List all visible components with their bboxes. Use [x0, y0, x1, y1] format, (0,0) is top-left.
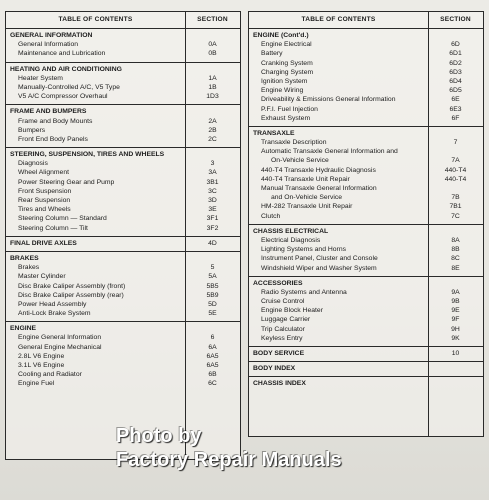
toc-entry: [249, 114, 483, 123]
section-title: CHASSIS ELECTRICAL: [253, 227, 329, 235]
entry-title: General Information: [18, 41, 79, 49]
entry-title: Bumpers: [18, 126, 46, 134]
toc-entry: [6, 379, 240, 388]
entry-title: Engine Wiring: [261, 87, 304, 95]
entry-section-code: 0B: [208, 50, 217, 58]
entry-title: P.F.I. Fuel Injection: [261, 105, 318, 113]
toc-section: [249, 377, 483, 391]
section-title: ENGINE (Cont'd.): [253, 32, 309, 39]
toc-left-body: [6, 29, 240, 392]
toc-entry: [249, 175, 483, 184]
contents-header: TABLE OF CONTENTS: [301, 16, 376, 23]
entry-title: Brakes: [18, 264, 40, 272]
toc-entry: [249, 297, 483, 306]
entry-section-code: 3F2: [206, 224, 219, 232]
toc-entry: [6, 263, 240, 272]
toc-entry: [6, 300, 240, 309]
entry-title: Front Suspension: [18, 187, 72, 195]
section-title-row: [6, 31, 240, 40]
entry-section-code: 7A: [451, 157, 460, 165]
section-title: FRAME AND BUMPERS: [10, 108, 87, 116]
toc-section: [6, 29, 240, 63]
watermark-line-2: Factory Repair Manuals: [116, 449, 342, 471]
entry-section-code: 6D: [451, 41, 460, 49]
entry-section-code: 6E: [451, 96, 460, 104]
toc-entry: [249, 59, 483, 68]
toc-entry: [6, 49, 240, 58]
section-title: FINAL DRIVE AXLES: [10, 239, 77, 247]
entry-section-code: 5E: [208, 310, 217, 318]
toc-entry: [249, 325, 483, 334]
entry-section-code: 6A5: [206, 352, 219, 360]
entry-title: Maintenance and Lubrication: [18, 50, 106, 58]
entry-section-code: 7B: [451, 194, 460, 202]
entry-title: Instrument Panel, Cluster and Console: [261, 255, 378, 263]
toc-right-body: [249, 29, 483, 392]
entry-title: Keyless Entry: [261, 334, 303, 342]
entry-title: Engine Electrical: [261, 41, 312, 49]
entry-section-code: 6: [210, 334, 215, 342]
entry-section-code: 8C: [451, 255, 460, 263]
entry-title: 2.8L V6 Engine: [18, 352, 65, 360]
entry-title: V5 A/C Compressor Overhaul: [18, 93, 108, 101]
toc-entry: [249, 184, 483, 193]
toc-entry: [6, 135, 240, 144]
entry-title: Front End Body Panels: [18, 135, 88, 143]
entry-section-code: 9K: [451, 334, 460, 342]
entry-section-code: 5B9: [206, 291, 219, 299]
watermark-line-1: Photo by: [116, 425, 202, 447]
entry-section-code: 6D3: [449, 68, 462, 76]
section-code: 4D: [208, 239, 217, 247]
entry-section-code: 3: [210, 160, 215, 168]
entry-section-code: 0A: [208, 41, 217, 49]
entry-title: Power Steering Gear and Pump: [18, 178, 115, 186]
entry-section-code: 5: [210, 264, 215, 272]
toc-entry: [6, 40, 240, 49]
entry-title: Exhaust System: [261, 114, 311, 122]
entry-section-code: 1B: [208, 83, 217, 91]
toc-entry: [6, 224, 240, 233]
entry-section-code: 3F1: [206, 215, 219, 223]
entry-title: HM-282 Transaxle Unit Repair: [261, 203, 353, 211]
entry-section-code: 6A5: [206, 362, 219, 369]
toc-table-right: [248, 11, 484, 437]
section-title: GENERAL INFORMATION: [10, 32, 93, 39]
entry-section-code: 5D: [208, 300, 217, 308]
toc-entry: [249, 254, 483, 263]
entry-title: Luggage Carrier: [261, 316, 311, 324]
entry-section-code: 7C: [451, 212, 460, 220]
entry-title: Battery: [261, 50, 283, 58]
toc-entry: [6, 187, 240, 196]
contents-header: TABLE OF CONTENTS: [58, 16, 133, 23]
entry-section-code: 9F: [451, 316, 460, 324]
section-title: ENGINE: [10, 325, 37, 333]
entry-title: Manually-Controlled A/C, V5 Type: [18, 83, 120, 91]
entry-section-code: 440-T4: [444, 175, 467, 183]
entry-title: On-Vehicle Service: [271, 157, 329, 165]
entry-title: Cruise Control: [261, 298, 305, 306]
entry-title: Cooling and Radiator: [18, 371, 82, 379]
entry-title: Radio Systems and Antenna: [261, 288, 347, 296]
toc-section: [249, 225, 483, 277]
entry-title: Driveability & Emissions General Information: [261, 96, 396, 104]
toc-entry: [249, 77, 483, 86]
section-title: BODY INDEX: [253, 365, 296, 373]
entry-section-code: 7B1: [449, 203, 462, 211]
entry-title: Manual Transaxle General Information: [261, 185, 377, 192]
entry-title: Engine Fuel: [18, 380, 55, 388]
entry-title: Trip Calculator: [261, 325, 305, 333]
entry-title: Charging System: [261, 68, 314, 76]
toc-entry: [6, 92, 240, 101]
entry-title: Transaxle Description: [261, 139, 327, 147]
toc-entry: [249, 212, 483, 221]
toc-section: [6, 237, 240, 252]
entry-title: Rear Suspension: [18, 197, 71, 204]
section-title-row: [249, 31, 483, 40]
toc-entry: [6, 196, 240, 205]
section-title-row: [6, 65, 240, 74]
toc-entry: [6, 370, 240, 379]
entry-section-code: 8E: [451, 264, 460, 272]
toc-entry: [249, 49, 483, 58]
entry-section-code: 3C: [208, 187, 217, 195]
section-title-row: [249, 129, 483, 138]
section-title-row: [6, 239, 240, 248]
entry-title: 440-T4 Transaxle Hydraulic Diagnosis: [261, 166, 376, 174]
toc-entry: [249, 147, 483, 156]
entry-section-code: 9E: [451, 307, 460, 315]
toc-section: [6, 105, 240, 148]
entry-title: Diagnosis: [18, 160, 48, 168]
section-header: SECTION: [197, 16, 228, 23]
entry-title: Wheel Alignment: [18, 169, 70, 177]
entry-title: General Engine Mechanical: [18, 343, 102, 351]
toc-section: [249, 347, 483, 362]
toc-entry: [249, 105, 483, 114]
toc-section: [249, 29, 483, 127]
toc-entry: [249, 138, 483, 147]
section-title-row: [6, 150, 240, 159]
entry-title: Engine General Information: [18, 334, 102, 342]
entry-section-code: 1A: [208, 74, 217, 82]
section-title: ACCESSORIES: [253, 279, 303, 287]
toc-entry: [6, 159, 240, 168]
entry-section-code: 6B: [208, 371, 217, 379]
entry-section-code: 6D5: [449, 87, 462, 95]
entry-title: 440-T4 Transaxle Unit Repair: [261, 175, 350, 183]
entry-title: Electrical Diagnosis: [261, 236, 321, 244]
toc-entry: [249, 86, 483, 95]
entry-title: 3.1L V6 Engine: [18, 362, 65, 369]
section-title: BRAKES: [10, 254, 39, 262]
toc-entry: [249, 68, 483, 77]
toc-section: [249, 277, 483, 347]
toc-entry: [6, 83, 240, 92]
toc-entry: [249, 193, 483, 202]
section-title-row: [6, 254, 240, 263]
toc-entry: [6, 205, 240, 214]
section-code: 10: [451, 350, 460, 357]
entry-section-code: 6C: [208, 380, 217, 388]
entry-section-code: 2C: [208, 135, 217, 143]
toc-entry: [6, 126, 240, 135]
entry-title: Tires and Wheels: [18, 206, 71, 214]
entry-section-code: 2B: [208, 126, 217, 134]
section-title: BODY SERVICE: [253, 350, 305, 357]
toc-entry: [249, 156, 483, 165]
toc-entry: [249, 245, 483, 254]
table-header: [249, 12, 483, 29]
toc-entry: [6, 361, 240, 370]
entry-title: Anti-Lock Brake System: [18, 310, 91, 318]
entry-section-code: 3B1: [206, 178, 219, 186]
toc-entry: [6, 343, 240, 352]
entry-section-code: 9B: [451, 298, 460, 306]
toc-section: [249, 127, 483, 225]
entry-title: Heater System: [18, 74, 63, 82]
toc-section: [6, 63, 240, 106]
toc-entry: [249, 95, 483, 104]
toc-entry: [6, 282, 240, 291]
entry-section-code: 6D1: [449, 50, 462, 58]
entry-section-code: 5A: [208, 273, 217, 281]
section-title: STEERING, SUSPENSION, TIRES AND WHEELS: [10, 151, 165, 159]
entry-section-code: 6F: [451, 114, 460, 122]
entry-section-code: 1D3: [206, 93, 219, 101]
toc-section: [6, 322, 240, 391]
entry-section-code: 440-T4: [444, 166, 467, 174]
entry-title: Lighting Systems and Horns: [261, 246, 347, 254]
section-title-row: [249, 364, 483, 373]
entry-section-code: 6D4: [449, 77, 462, 85]
toc-entry: [6, 178, 240, 187]
toc-entry: [6, 74, 240, 83]
entry-title: Power Head Assembly: [18, 300, 87, 308]
toc-section: [6, 148, 240, 237]
entry-section-code: 8A: [451, 236, 460, 244]
section-header: SECTION: [440, 16, 471, 23]
entry-section-code: 3D: [208, 197, 217, 204]
entry-section-code: 7: [453, 139, 458, 147]
entry-title: Automatic Transaxle General Information and: [261, 148, 398, 156]
entry-title: Engine Block Heater: [261, 307, 323, 315]
section-title-row: [249, 279, 483, 288]
section-title: TRANSAXLE: [253, 129, 295, 137]
toc-entry: [6, 272, 240, 281]
toc-entry: [249, 315, 483, 324]
toc-entry: [249, 288, 483, 297]
toc-entry: [249, 236, 483, 245]
toc-entry: [249, 166, 483, 175]
entry-section-code: 8B: [451, 246, 460, 254]
toc-entry: [6, 333, 240, 342]
toc-entry: [6, 117, 240, 126]
entry-title: and On-Vehicle Service: [271, 194, 343, 202]
section-title-row: [249, 349, 483, 358]
entry-title: Clutch: [261, 212, 281, 220]
toc-entry: [6, 291, 240, 300]
entry-title: Cranking System: [261, 59, 313, 67]
entry-section-code: 6A: [208, 343, 217, 351]
toc-entry: [6, 352, 240, 361]
entry-title: Ignition System: [261, 77, 308, 85]
section-title: CHASSIS INDEX: [253, 380, 306, 388]
toc-entry: [249, 306, 483, 315]
entry-section-code: 9A: [451, 288, 460, 296]
entry-title: Disc Brake Caliper Assembly (rear): [18, 291, 124, 299]
entry-section-code: 6E3: [449, 105, 462, 113]
entry-section-code: 3E: [208, 206, 217, 214]
section-title-row: [6, 107, 240, 116]
entry-title: Master Cylinder: [18, 273, 66, 281]
entry-title: Windshield Wiper and Washer System: [261, 264, 377, 272]
toc-entry: [6, 309, 240, 318]
entry-section-code: 9H: [451, 325, 460, 333]
toc-entry: [249, 202, 483, 211]
toc-entry: [6, 214, 240, 223]
entry-title: Frame and Body Mounts: [18, 117, 93, 125]
toc-entry: [249, 264, 483, 273]
toc-section: [6, 252, 240, 322]
entry-title: Disc Brake Caliper Assembly (front): [18, 282, 126, 290]
entry-section-code: 6D2: [449, 59, 462, 67]
entry-title: Steering Column — Standard: [18, 215, 107, 223]
toc-entry: [249, 334, 483, 343]
section-title-row: [249, 227, 483, 236]
toc-table-left: [5, 11, 241, 460]
section-title-row: [6, 324, 240, 333]
table-header: [6, 12, 240, 29]
toc-section: [249, 362, 483, 377]
section-title-row: [249, 379, 483, 388]
section-title: HEATING AND AIR CONDITIONING: [10, 65, 122, 73]
entry-section-code: 2A: [208, 117, 217, 125]
entry-section-code: 3A: [208, 169, 217, 177]
entry-title: Steering Column — Tilt: [18, 224, 88, 232]
entry-section-code: 5B5: [206, 282, 219, 290]
toc-entry: [249, 40, 483, 49]
toc-entry: [6, 168, 240, 177]
